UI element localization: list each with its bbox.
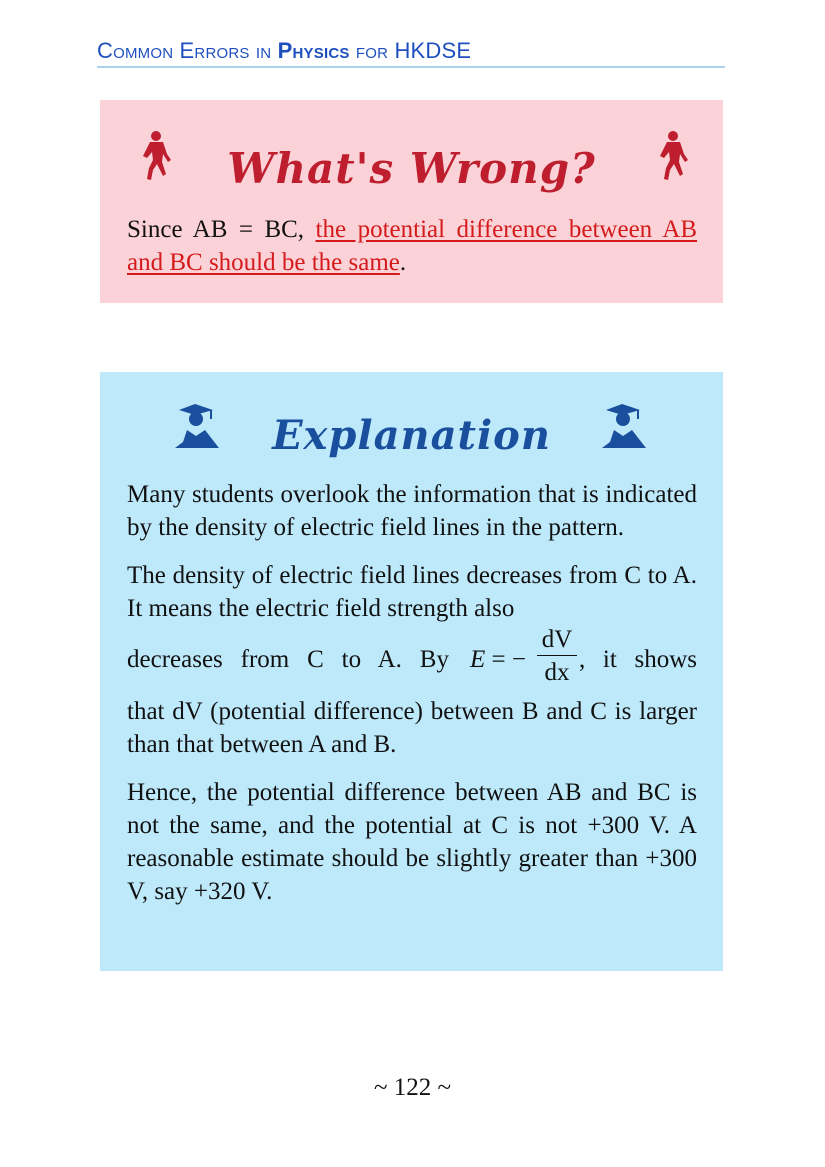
paragraph-2-line-2-start: decreases from C to A. By (127, 646, 449, 673)
paragraph-2-line-1: The density of electric field lines decreases from C to A. It means the electric field strength also (127, 562, 697, 622)
graduate-icon (600, 402, 650, 450)
whats-wrong-box (100, 100, 723, 303)
wrong-text-start: Since AB = BC, (127, 216, 316, 243)
header-part2: Physics (277, 38, 350, 63)
wrong-text-end: . (399, 249, 407, 276)
formula-numerator: dV (537, 625, 577, 656)
whats-wrong-text (127, 213, 697, 279)
formula-fraction (537, 625, 577, 686)
whats-wrong-title: What's Wrong? (227, 144, 596, 193)
explanation-paragraph-2 (127, 559, 697, 761)
explanation-title: Explanation (272, 412, 551, 459)
page-number: ~ 122 ~ (373, 1074, 452, 1101)
formula-lhs: E = − (470, 646, 526, 673)
running-figure-icon (653, 130, 691, 182)
header-part1: Common Errors in (97, 38, 278, 63)
formula-denominator: dx (544, 659, 570, 686)
header-part3: for HKDSE (349, 38, 472, 63)
running-header (97, 38, 725, 68)
paragraph-2-line-3: that dV (potential difference) between B and C is larger than that between A and B. (127, 698, 697, 758)
explanation-box (100, 372, 723, 971)
paragraph-2-line-2-end: , it shows (579, 646, 697, 673)
explanation-paragraph-3: Hence, the potential difference between AB and BC is not the same, and the potential at C is not +300 V. A reasonable estimate should be slightly greater than +300 V, say +320 V. (127, 779, 697, 905)
formula-line (127, 625, 697, 695)
explanation-text (127, 478, 697, 923)
wrong-error-statement: the potential difference between AB and BC should be the same (127, 216, 698, 276)
explanation-paragraph-1: Many students overlook the information that is indicated by the density of electric field lines in the pattern. (127, 481, 697, 541)
